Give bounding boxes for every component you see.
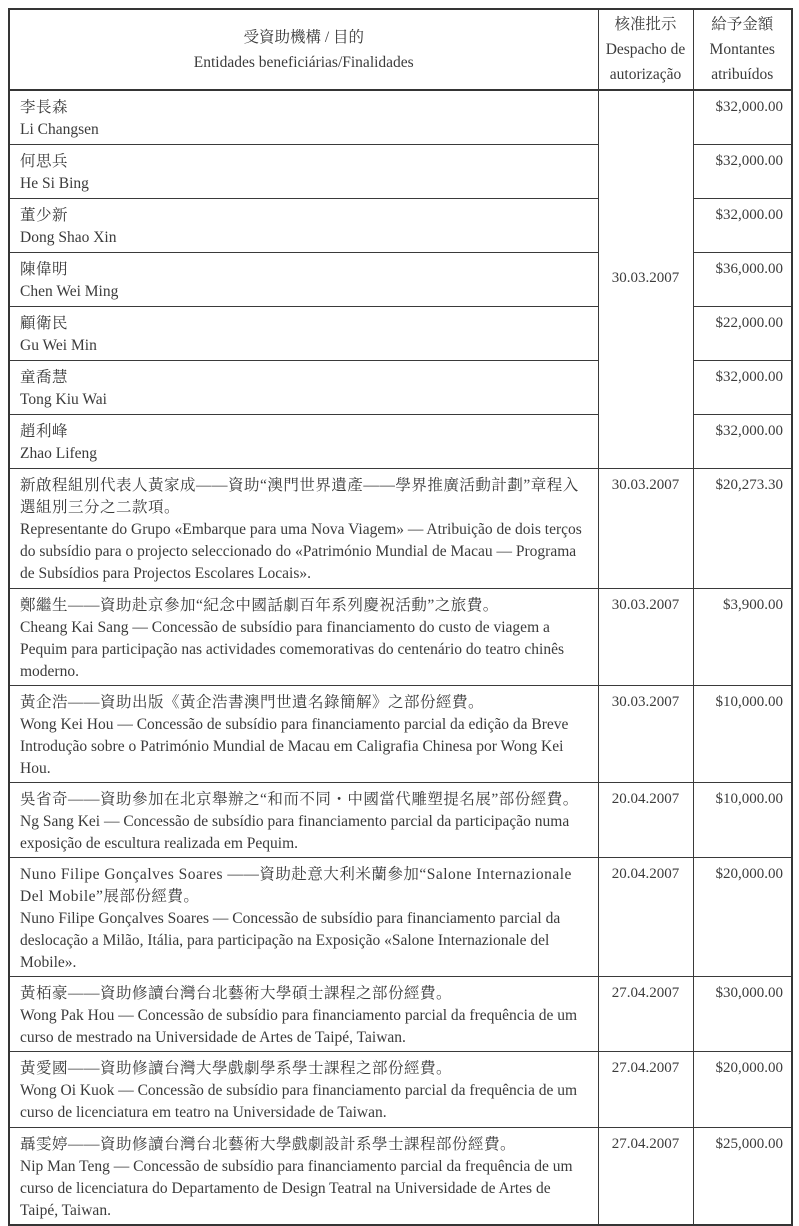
amount-cell: $32,000.00 xyxy=(693,360,792,414)
entity-cell xyxy=(9,306,598,360)
amount-cell: $20,000.00 xyxy=(693,857,792,976)
header-approval-pt-2: autorização xyxy=(609,66,682,83)
approval-date-cell: 27.04.2007 xyxy=(598,1051,693,1127)
amount-cell: $30,000.00 xyxy=(693,976,792,1051)
amount-cell: $10,000.00 xyxy=(693,782,792,857)
entity-cell xyxy=(9,1127,598,1225)
entity-name-zh: 趙利峰 xyxy=(20,422,69,440)
table-row xyxy=(9,782,792,857)
grant-description-zh: Nuno Filipe Gonçalves Soares ——資助赴意大利米蘭參加“Salone Internazionale Del Mobile”展部份經費。 xyxy=(20,865,572,905)
amount-cell: $22,000.00 xyxy=(693,306,792,360)
amount-cell: $10,000.00 xyxy=(693,685,792,782)
entity-name-pt: Chen Wei Ming xyxy=(20,282,119,300)
approval-date-cell: 30.03.2007 xyxy=(598,588,693,685)
amount-cell: $20,273.30 xyxy=(693,468,792,588)
table-row xyxy=(9,588,792,685)
approval-date-cell-merged: 30.03.2007 xyxy=(598,90,693,468)
table-row xyxy=(9,1127,792,1225)
entity-cell xyxy=(9,468,598,588)
grant-description-zh: 聶雯婷——資助修讀台灣台北藝術大學戲劇設計系學士課程部份經費。 xyxy=(20,1135,517,1153)
header-amount xyxy=(693,9,792,90)
header-amount-pt-1: Montantes xyxy=(709,41,775,58)
table-row xyxy=(9,857,792,976)
grant-description-pt: Ng Sang Kei — Concessão de subsídio para financiamento parcial da participação numa exposição de escultura realizada em Pequim. xyxy=(20,812,570,852)
entity-name-pt: Li Changsen xyxy=(20,121,99,138)
entity-name-pt: Tong Kiu Wai xyxy=(20,390,107,408)
grant-description-zh: 吳省奇——資助參加在北京舉辦之“和而不同・中國當代雕塑提名展”部份經費。 xyxy=(20,790,579,808)
header-entities-pt: Entidades beneficiárias/Finalidades xyxy=(193,53,414,71)
header-approval-date xyxy=(598,9,693,90)
entity-name-pt: He Si Bing xyxy=(20,174,89,192)
entity-cell xyxy=(9,976,598,1051)
grant-description-pt: Wong Pak Hou — Concessão de subsídio para financiamento parcial da frequência de um curso de mestrado na Universidade de Artes de Taipé, Taiwan. xyxy=(20,1006,578,1046)
table-row xyxy=(9,90,792,144)
entity-cell xyxy=(9,144,598,198)
entity-cell xyxy=(9,414,598,468)
grant-description-zh: 黃企浩——資助出版《黃企浩書澳門世遺名錄簡解》之部份經費。 xyxy=(20,693,485,711)
entity-cell xyxy=(9,588,598,685)
entity-cell xyxy=(9,198,598,252)
entity-cell xyxy=(9,90,598,144)
approval-date-cell: 27.04.2007 xyxy=(598,1127,693,1225)
entity-cell xyxy=(9,685,598,782)
approval-date-cell: 27.04.2007 xyxy=(598,976,693,1051)
approval-date-cell: 20.04.2007 xyxy=(598,782,693,857)
amount-cell: $32,000.00 xyxy=(693,414,792,468)
entity-name-pt: Gu Wei Min xyxy=(20,336,97,354)
entity-name-pt: Dong Shao Xin xyxy=(20,228,117,246)
entity-name-zh: 陳偉明 xyxy=(20,260,69,278)
amount-cell: $25,000.00 xyxy=(693,1127,792,1225)
header-approval-pt-1: Despacho de xyxy=(605,41,686,58)
entity-name-zh: 董少新 xyxy=(20,206,69,224)
entity-cell xyxy=(9,782,598,857)
grant-description-pt: Wong Kei Hou — Concessão de subsídio para financiamento parcial da edição da Breve Introdução sobre o Património Mundial de Macau em Caligrafia Chinesa por Wong Kei Hou. xyxy=(20,715,569,777)
table-header-row xyxy=(9,9,792,90)
amount-cell: $3,900.00 xyxy=(693,588,792,685)
grant-description-zh: 鄭繼生——資助赴京參加“紀念中國話劇百年系列慶祝活動”之旅費。 xyxy=(20,596,499,614)
table-row xyxy=(9,976,792,1051)
table-row xyxy=(9,468,792,588)
table-row xyxy=(9,685,792,782)
entity-name-zh: 童喬慧 xyxy=(20,368,69,386)
entity-cell xyxy=(9,857,598,976)
amount-cell: $32,000.00 xyxy=(693,90,792,144)
header-entities-zh: 受資助機構 / 目的 xyxy=(243,28,365,46)
entity-cell xyxy=(9,360,598,414)
grant-description-zh: 新啟程組別代表人黃家成——資助“澳門世界遺產——學界推廣活動計劃”章程入選組別三分之二款項。 xyxy=(20,476,579,516)
amount-cell: $20,000.00 xyxy=(693,1051,792,1127)
entity-name-zh: 顧衛民 xyxy=(20,314,69,332)
entity-name-zh: 何思兵 xyxy=(20,152,69,170)
header-approval-zh: 核准批示 xyxy=(614,16,677,33)
header-entities xyxy=(9,9,598,90)
grant-description-pt: Nip Man Teng — Concessão de subsídio para financiamento parcial da frequência de um curso de licenciatura do Departamento de Design Teatral na Universidade de Artes de Taipé, Taiwan. xyxy=(20,1157,573,1219)
entity-name-pt: Zhao Lifeng xyxy=(20,444,98,462)
grant-description-pt: Nuno Filipe Gonçalves Soares — Concessão de subsídio para financiamento parcial da deslocação a Milão, Itália, para participação na Exposição «Salone Internazionale del Mobile». xyxy=(20,909,561,971)
approval-date-cell: 30.03.2007 xyxy=(598,685,693,782)
entity-cell xyxy=(9,252,598,306)
approval-date-cell: 30.03.2007 xyxy=(598,468,693,588)
grant-description-pt: Representante do Grupo «Embarque para uma Nova Viagem» — Atribuição de dois terços do subsídio para o projecto seleccionado do «Património Mundial de Macau — Programa de Subsídios para Projectos Escolares Locais». xyxy=(20,520,582,582)
amount-cell: $36,000.00 xyxy=(693,252,792,306)
grant-description-pt: Wong Oi Kuok — Concessão de subsídio para financiamento parcial da frequência de um curso de licenciatura em teatro na Universidade de Taiwan. xyxy=(20,1081,578,1121)
grant-description-pt: Cheang Kai Sang — Concessão de subsídio para financiamento do custo de viagem a Pequim para participação nas actividades comemorativas do centenário do teatro chinês moderno. xyxy=(20,618,565,680)
entity-name-zh: 李長森 xyxy=(20,99,69,116)
header-amount-pt-2: atribuídos xyxy=(711,66,774,83)
entity-cell xyxy=(9,1051,598,1127)
header-amount-zh: 給予金額 xyxy=(711,16,774,33)
approval-date-cell: 20.04.2007 xyxy=(598,857,693,976)
amount-cell: $32,000.00 xyxy=(693,198,792,252)
grant-description-zh: 黃栢豪——資助修讀台灣台北藝術大學碩士課程之部份經費。 xyxy=(20,984,453,1002)
grant-description-zh: 黃愛國——資助修讀台灣大學戲劇學系學士課程之部份經費。 xyxy=(20,1059,453,1077)
subsidy-table xyxy=(8,8,793,1226)
amount-cell: $32,000.00 xyxy=(693,144,792,198)
table-row xyxy=(9,1051,792,1127)
